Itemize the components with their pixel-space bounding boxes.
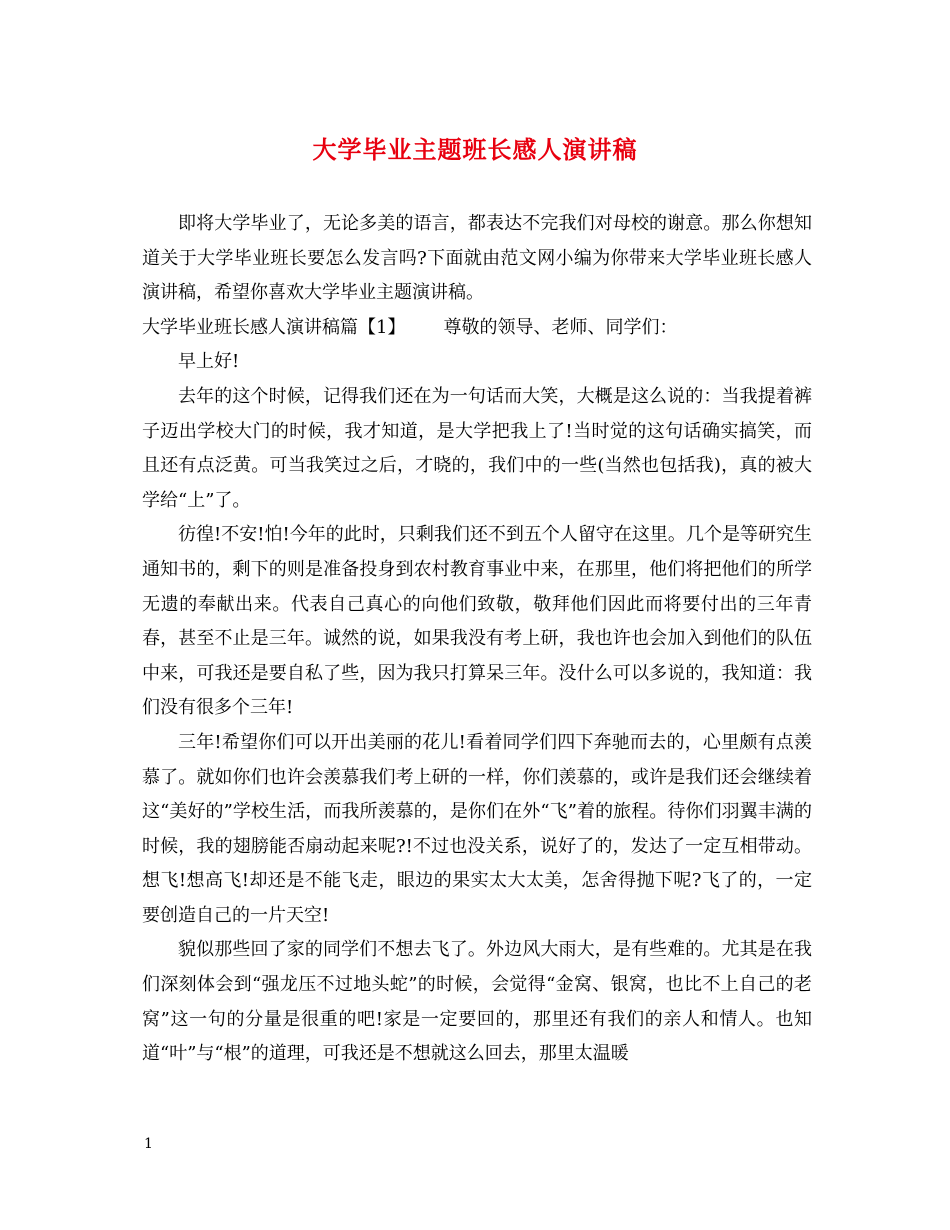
greeting: 早上好!	[178, 351, 240, 373]
section-heading-line	[142, 311, 812, 346]
document-body	[142, 207, 812, 1072]
body-paragraph: 貌似那些回了家的同学们不想去飞了。外边风大雨大，是有些难的。尤其是在我们深刻体会到“强龙压不过地头蛇”的时候，会觉得“金窝、银窝，也比不上自己的老窝”这一句的分量是很重的吧!家是一定要回的，那里还有我们的亲人和情人。也知道“叶”与“根”的道理，可我还是不想就这么回去，那里太温暖	[142, 939, 812, 1065]
body-paragraph: 去年的这个时候，记得我们还在为一句话而大笑，大概是这么说的：当我提着裤子迈出学校大门的时候，我才知道，是大学把我上了!当时觉的这句话确实搞笑，而且还有点泛黄。可当我笑过之后，才晓的，我们中的一些(当然也包括我)，真的被大学给“上”了。	[142, 385, 812, 511]
section-heading: 大学毕业班长感人演讲稿篇【1】	[142, 316, 406, 338]
intro-paragraph: 即将大学毕业了，无论多美的语言，都表达不完我们对母校的谢意。那么你想知道关于大学毕业班长要怎么发言吗?下面就由范文网小编为你带来大学毕业班长感人演讲稿，希望你喜欢大学毕业主题演讲稿。	[142, 213, 812, 304]
body-paragraph: 三年!希望你们可以开出美丽的花儿!看着同学们四下奔驰而去的，心里颇有点羡慕了。就如你们也许会羡慕我们考上研的一样，你们羡慕的，或许是我们还会继续着这“美好的”学校生活，而我所羡慕的，是你们在外“飞”着的旅程。待你们羽翼丰满的时候，我的翅膀能否扇动起来呢?!不过也没关系，说好了的，发达了一定互相带动。想飞!想高飞!却还是不能飞走，眼边的果实太大太美，怎舍得抛下呢?飞了的，一定要创造自己的一片天空!	[142, 731, 812, 926]
page-number: 1	[144, 1136, 153, 1152]
body-paragraph: 彷徨!不安!怕!今年的此时，只剩我们还不到五个人留守在这里。几个是等研究生通知书的，剩下的则是准备投身到农村教育事业中来，在那里，他们将把他们的所学无遗的奉献出来。代表自己真心的向他们致敬，敬拜他们因此而将要付出的三年青春，甚至不止是三年。诚然的说，如果我没有考上研，我也许也会加入到他们的队伍中来，可我还是要自私了些，因为我只打算呆三年。没什么可以多说的，我知道：我们没有很多个三年!	[142, 524, 812, 719]
document-title: 大学毕业主题班长感人演讲稿	[312, 135, 638, 164]
salutation: 尊敬的领导、老师、同学们：	[443, 316, 678, 338]
